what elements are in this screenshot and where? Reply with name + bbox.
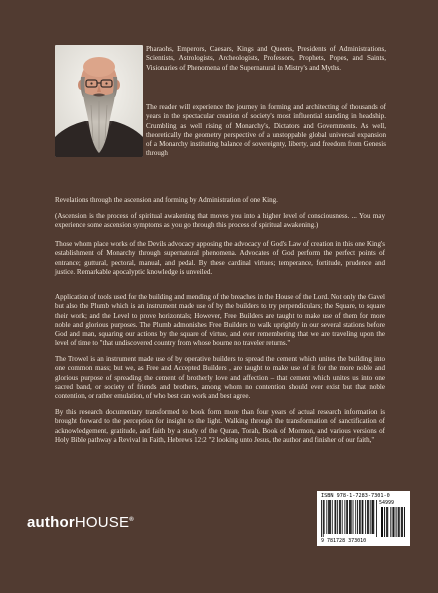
barcode-addon-bar (386, 507, 387, 537)
barcode-addon-bar (381, 507, 382, 537)
barcode-bar (350, 500, 351, 534)
barcode-bar (373, 500, 374, 534)
barcode-bar (321, 500, 322, 537)
barcode-bar (372, 500, 373, 534)
barcode-bar (326, 500, 327, 534)
barcode-addon-bar (398, 507, 399, 537)
barcode-addon-bar (404, 507, 405, 537)
barcode-addon-bar (396, 507, 397, 537)
barcode-bar (335, 500, 336, 534)
journey-paragraph-end: Revelations through the ascension and forming by Administration of one King. (55, 196, 278, 204)
barcode-bar (324, 500, 325, 534)
publisher-logo-bold: author (27, 514, 75, 531)
barcode-bar (329, 500, 330, 534)
registered-mark: ® (129, 517, 134, 523)
author-photo (55, 45, 143, 157)
barcode-addon-bar (402, 507, 403, 537)
barcode-bar (368, 500, 369, 534)
barcode-bar (349, 500, 350, 534)
barcode-addon-bar (394, 507, 395, 537)
barcode-addon-bar (382, 507, 383, 537)
barcode-addon-bar (390, 507, 391, 537)
barcode-bar (330, 500, 331, 534)
barcode-bar (347, 500, 348, 534)
barcode-bar (335, 500, 336, 534)
barcode-bar (362, 500, 363, 534)
barcode-bar (353, 500, 354, 534)
barcode-bar (357, 500, 358, 534)
barcode-bar (372, 500, 373, 534)
barcode-bar (351, 500, 352, 534)
advocacy-paragraph: Those whom place works of the Devils advocacy apposing the advocacy of God's Law of creation in this one King's establishment of Monarchy through supernatural phenomena. Advocates of God perform the perfect points of entrance; guttural, pectoral, manual, and pedal. By these cardinal virtues; temperance, fortitude, prudence and justice. Remarkable apocalyptic knowledge is unveiled. (55, 240, 385, 276)
journey-paragraph: The reader will experience the journey in forming and architecting of thousands of years in the spectacular creation of society's most influential standing in headship. Crumbling as well rising of Monarchy's, Dictators and Governments. As well, theoretically the geometry perspective of a unstoppable global universal expansion of a Monarchy instituting balance of sovereignty, liberty, and freedom from Genesis through (146, 103, 386, 158)
barcode-bar (359, 500, 360, 534)
trowel-paragraph: The Trowel is an instrument made use of by operative builders to spread the cement which unites the building into one common mass; but we, as Free and Accepted Builders , are taught to make use of it for the more noble and glorious purpose of spreading the cement of brotherly love and affection – that cement which unites us into one sacred band, or society of friends and brothers, among whom no contention should ever exist but that noble contention, or rather emulation, of who best can work and best agree. (55, 355, 385, 401)
barcode-addon: 54999 (379, 500, 395, 506)
barcode-bar (337, 500, 338, 534)
barcode-bar (323, 500, 324, 537)
tools-paragraph: Application of tools used for the building and mending of the breaches in the House of the Lord. Not only the Gavel but also the Plumb which is an instrument made use of by the builders to try perpendiculars; the Square, to square their work; and the Level to prove horizontals; However, Free Builders are taught to make use of them for more noble and glorious purposes. The Plumb admonishes Free Builders to walk uprightly in our several stations before God and man, squaring our actions by the square of virtue, and ever remembering that we are traveling upon the level of time to "that undiscovered country from whose bourne no traveler returns." (55, 293, 385, 348)
barcode-digits: 9 781728 373010 (321, 538, 367, 544)
intro-paragraph: Pharaohs, Emperors, Caesars, Kings and Queens, Presidents of Administrations, Scientists, Astrologists, Archeologists, Professors, Prophets, Popes, and Saints, Visionaries of Phenomena of the Supernatural in Mistry's and Myths. (146, 45, 386, 72)
barcode-bar (370, 500, 371, 534)
barcode-bar (363, 500, 364, 534)
barcode-bar (355, 500, 356, 534)
isbn-label: ISBN 978-1-7283-7301-0 (321, 493, 390, 499)
barcode-bar (328, 500, 329, 534)
barcode-bar (342, 500, 343, 534)
isbn-barcode (317, 491, 410, 546)
publisher-logo (27, 514, 134, 531)
barcode-bar (346, 500, 347, 534)
barcode-bar (332, 500, 333, 534)
author-portrait-photo (55, 45, 143, 157)
barcode-addon-bar (387, 507, 388, 537)
barcode-bar (344, 500, 345, 534)
barcode-addon-bar (401, 507, 402, 537)
publisher-logo-thin: HOUSE (74, 514, 130, 531)
barcode-bar (340, 500, 341, 534)
barcode-bar (339, 500, 340, 534)
barcode-addon-bar (384, 507, 385, 537)
barcode-bar (360, 500, 361, 534)
barcode-addon-bar (399, 507, 400, 537)
ascension-note-paragraph: (Ascension is the process of spiritual awakening that moves you into a higher level of consciousness. ... You may experience some ascension symptoms as you go through this process of spiritual awakening.) (55, 212, 385, 230)
barcode-bar (365, 500, 366, 534)
barcode-bar (367, 500, 368, 534)
barcode-addon-bar (392, 507, 393, 537)
barcode-bar (376, 500, 377, 537)
research-paragraph: By this research documentary transformed to book form more than four years of actual research information is brought forward to the perception for insight to the light. Walking through the transformation of sanctification of acknowledgement, gratitude, and faith by a study of the Quran, Torah, Book of Mormon, and various versions of Holy Bible pathway a Revival in Faith, Hebrews 12:2 "2 looking unto Jesus, the author and finisher of our faith," (55, 408, 385, 444)
